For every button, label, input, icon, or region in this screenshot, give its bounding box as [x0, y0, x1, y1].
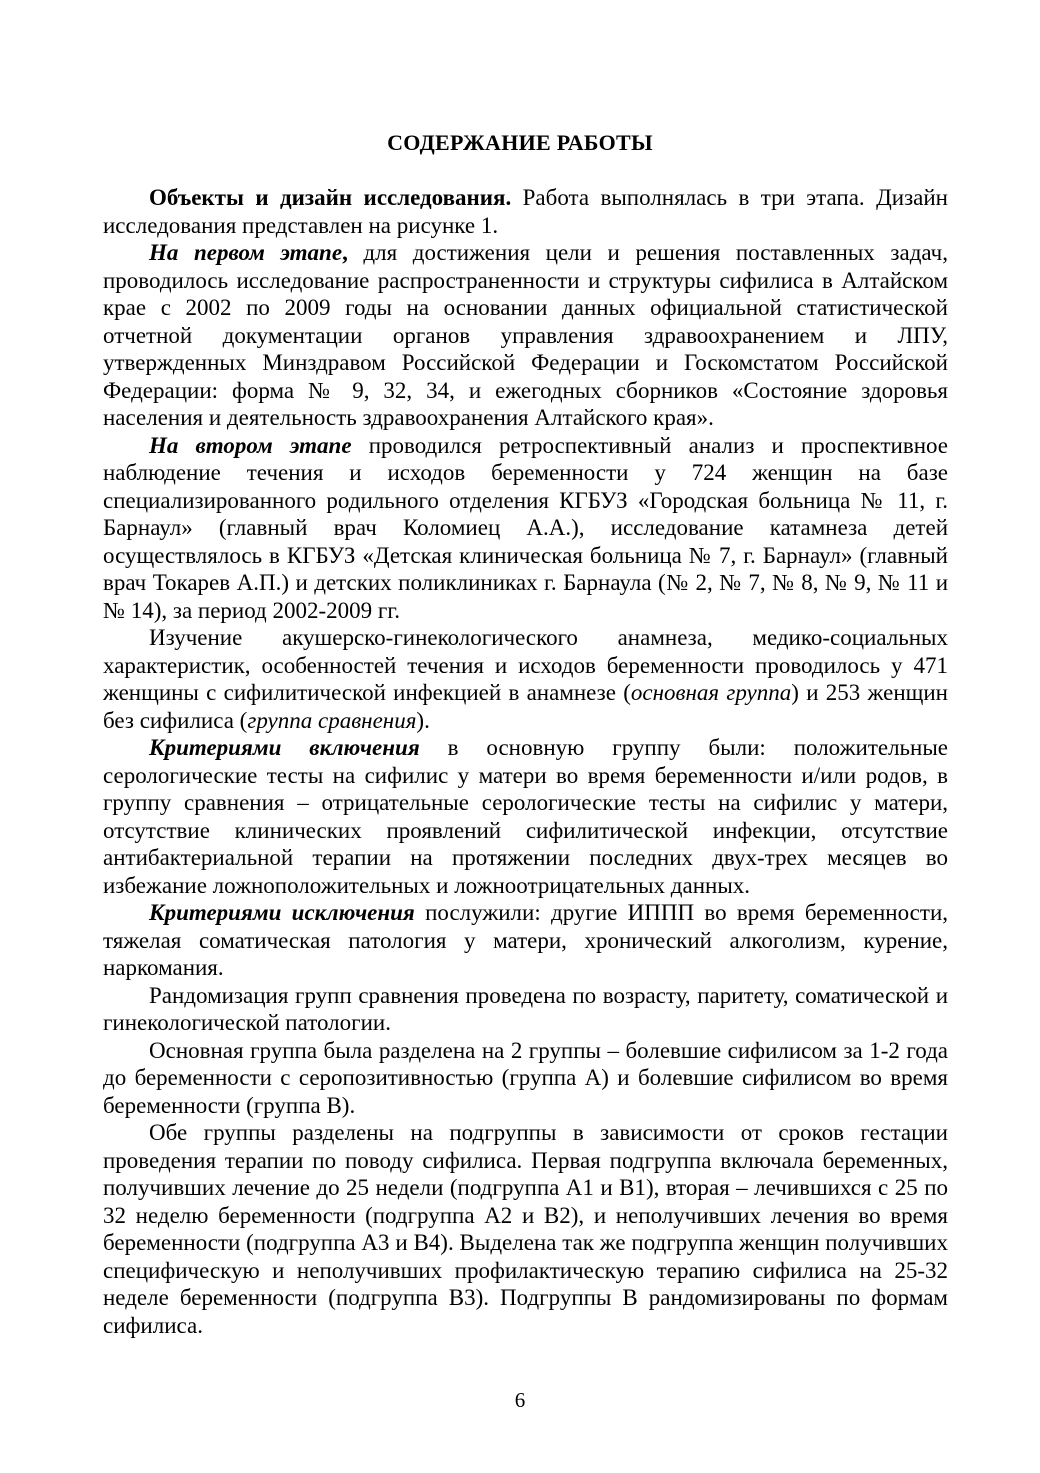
paragraph: [103, 899, 948, 982]
paragraph: [103, 432, 948, 625]
paragraph: [103, 184, 948, 239]
paragraph-text: в основную группу были: положительные серологические тесты на сифилис у матери во время беременности и/или родов, в группу сравнения – отрицательные серологические тесты на сифилис у матери, отсутствие клинических проявлений сифилитической инфекции, отсутствие антибактериальной терапии на протяжении последних двух-трех месяцев во избежание ложноположительных и ложноотрицательных данных.: [103, 735, 949, 898]
paragraph-text: для достижения цели и решения поставленных задач, проводилось исследование распространенности и структуры сифилиса в Алтайском крае с 2002 по 2009 годы на основании данных официальной статистической отчетной документации органов управления здравоохранением и ЛПУ, утвержденных Минздравом Российской Федерации и Госкомстатом Российской Федерации: форма № 9, 32, 34, и ежегодных сборников «Состояние здоровья населения и деятельность здравоохранения Алтайского края».: [103, 240, 948, 430]
paragraph-text: Работа выполнялась в три этапа. Дизайн исследования представлен на рисунке 1.: [103, 185, 948, 238]
paragraph-text: ) и 253 женщин без сифилиса (: [103, 680, 948, 733]
paragraph: [103, 734, 948, 899]
paragraph: [103, 624, 948, 734]
paragraph-text: ).: [416, 707, 430, 733]
paragraph: [103, 239, 948, 432]
paragraph-text: Обе группы разделены на подгруппы в зависимости от сроков гестации проведения терапии по поводу сифилиса. Первая подгруппа включала беременных, получивших лечение до 25 недели (подгруппа А1 и В1), вторая – лечившихся с 25 по 32 неделю беременности (подгруппа А2 и В2), и неполучивших лечения во время беременности (подгруппа А3 и В4). Выделена так же подгруппа женщин получивших специфическую и неполучивших профилактическую терапию сифилиса на 25-32 неделе беременности (подгруппа В3). Подгруппы В рандомизированы по формам сифилиса.: [103, 1120, 948, 1338]
emphasized-text: основная группа: [630, 680, 792, 705]
emphasized-text: На первом этапе: [149, 240, 343, 265]
paragraph: [103, 1037, 948, 1120]
paragraph-text: Основная группа была разделена на 2 группы – болевшие сифилисом за 1-2 года до беременности с серопозитивностью (группа А) и болевшие сифилисом во время беременности (группа В).: [103, 1037, 948, 1118]
emphasized-text: ,: [342, 240, 348, 265]
paragraph-text: послужили: другие ИППП во время беременности, тяжелая соматическая патология у матери, хронический алкоголизм, курение, наркомания.: [103, 900, 948, 980]
paragraph-text: Рандомизация групп сравнения проведена по возрасту, паритету, соматической и гинекологической патологии.: [103, 982, 948, 1035]
body-text: [103, 184, 948, 1339]
page-number: 6: [514, 1388, 526, 1412]
paragraph: [103, 1119, 948, 1339]
paragraph: [103, 982, 948, 1037]
paragraph-text: Изучение акушерско-гинекологического анамнеза, медико-социальных характеристик, особенностей течения и исходов беременности проводилось у 471 женщины с сифилитической инфекцией в анамнезе (: [103, 625, 948, 705]
emphasized-text: На втором этапе: [149, 432, 352, 458]
emphasized-text: Критериями включения: [149, 735, 420, 760]
section-heading: СОДЕРЖАНИЕ РАБОТЫ: [387, 130, 653, 155]
paragraph-text: проводился ретроспективный анализ и проспективное наблюдение течения и исходов беременности у 724 женщин на базе специализированного родильного отделения КГБУЗ «Городская больница № 11, г. Барнаул» (главный врач Коломиец А.А.), исследование катамнеза детей осуществлялось в КГБУЗ «Детская клиническая больница № 7, г. Барнаул» (главный врач Токарев А.П.) и детских поликлиниках г. Барнаула (№ 2, № 7, № 8, № 9, № 11 и № 14), за период 2002-2009 гг.: [103, 432, 948, 623]
emphasized-text: Объекты и дизайн исследования.: [149, 185, 512, 210]
emphasized-text: группа сравнения: [247, 707, 417, 733]
emphasized-text: Критериями исключения: [149, 900, 415, 925]
